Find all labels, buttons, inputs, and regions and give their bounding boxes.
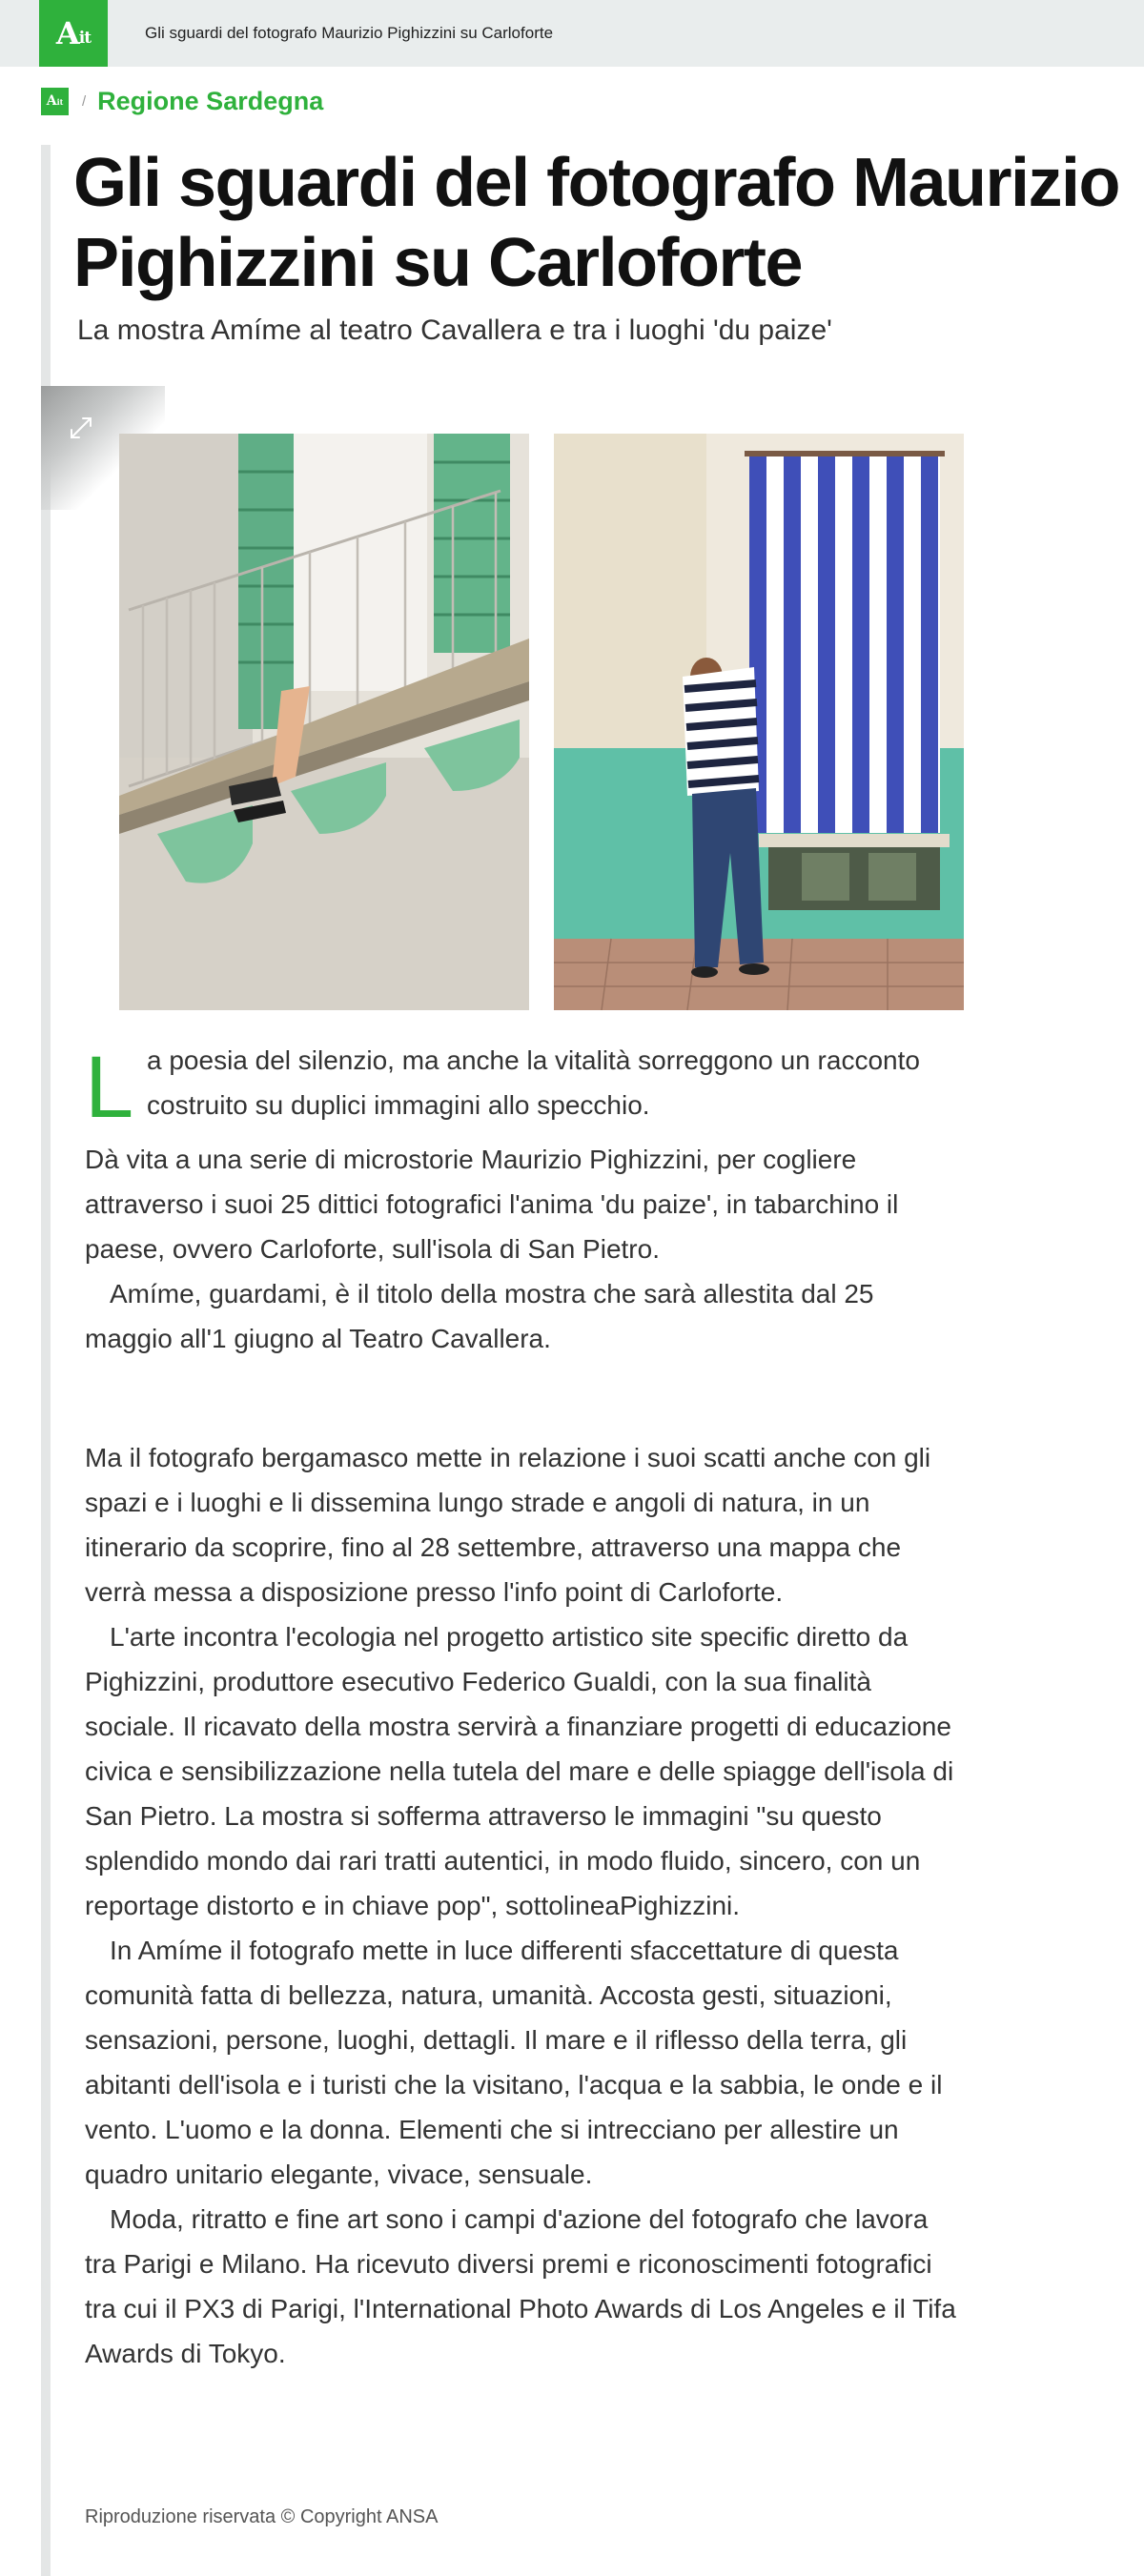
expand-icon[interactable]: [64, 411, 98, 445]
top-bar: [0, 0, 1144, 67]
topbar-title: Gli sguardi del fotografo Maurizio Pighizzini su Carloforte: [145, 24, 554, 42]
paragraph-3: Ma il fotografo bergamasco mette in relazione i suoi scatti anche con gli spazi e i luoghi e li dissemina lungo strade e angoli di natura, in un itinerario da scoprire, fino al 28 settembre, attraverso una mappa che verrà messa a disposizione presso l'info point di Carloforte.: [85, 1443, 931, 1607]
page-title: Gli sguardi del fotografo Maurizio Pighizzini su Carloforte: [73, 145, 1120, 301]
lead-paragraph: [85, 1038, 962, 1136]
breadcrumb-separator: /: [82, 92, 87, 110]
article-body: [85, 1038, 962, 2376]
breadcrumb-section-link[interactable]: Regione Sardegna: [97, 86, 324, 115]
logo-letter: A: [46, 92, 57, 109]
logo-letter: A: [55, 15, 79, 51]
breadcrumb: [41, 85, 323, 117]
lead-text: a poesia del silenzio, ma anche la vitalità sorreggono un racconto costruito su duplici immagini allo specchio.: [147, 1045, 920, 1120]
paragraph-1: Dà vita a una serie di microstorie Maurizio Pighizzini, per cogliere attraverso i suoi 25 dittici fotografici l'anima 'du paize', in tabarchino il paese, ovvero Carloforte, sull'isola di San Pietro.: [85, 1145, 899, 1264]
photo-striped-curtain[interactable]: [554, 434, 964, 1010]
logo-suffix: it: [78, 29, 92, 48]
article-figure: [41, 386, 994, 1015]
page-subtitle: La mostra Amíme al teatro Cavallera e tra i luoghi 'du paize': [77, 314, 832, 346]
paragraph-4: L'arte incontra l'ecologia nel progetto artistico site specific diretto da Pighizzini, produttore esecutivo Federico Gualdi, con la sua finalità sociale. Il ricavato della mostra servirà a finanziare progetti di educazione civica e sensibilizzazione nella tutela del mare e delle spiagge dell'isola di San Pietro. La mostra si sofferma attraverso le immagini "su questo splendido mondo dai rari tratti autentici, in modo fluido, sincero, con un reportage distorto e in chiave pop", sottolineaPighizzini.: [85, 1622, 954, 1920]
breadcrumb-home-logo[interactable]: [41, 88, 69, 115]
ansa-logo[interactable]: [39, 0, 108, 67]
drop-cap: L: [85, 1039, 134, 1136]
paragraph-2: Amíme, guardami, è il titolo della mostra che sarà allestita dal 25 maggio all'1 giugno al Teatro Cavallera.: [85, 1279, 874, 1353]
copyright-notice: Riproduzione riservata © Copyright ANSA: [85, 2506, 439, 2527]
logo-suffix: it: [56, 96, 64, 107]
paragraph-spacer: [85, 1361, 962, 1435]
paragraph-6: Moda, ritratto e fine art sono i campi d'azione del fotografo che lavora tra Parigi e Milano. Ha ricevuto diversi premi e riconoscimenti fotografici tra cui il PX3 di Parigi, l'International Photo Awards di Los Angeles e il Tifa Awards di Tokyo.: [85, 2204, 956, 2368]
paragraph-5: In Amíme il fotografo mette in luce differenti sfaccettature di questa comunità fatta di bellezza, natura, umanità. Accosta gesti, situazioni, sensazioni, persone, luoghi, dettagli. Il mare e il riflesso della terra, gli abitanti dell'isola e i turisti che la visitano, l'acqua e la sabbia, le onde e il vento. L'uomo e la donna. Elementi che si intrecciano per allestire un quadro unitario elegante, vivace, sensuale.: [85, 1936, 943, 2189]
photo-balcony[interactable]: [119, 434, 529, 1010]
